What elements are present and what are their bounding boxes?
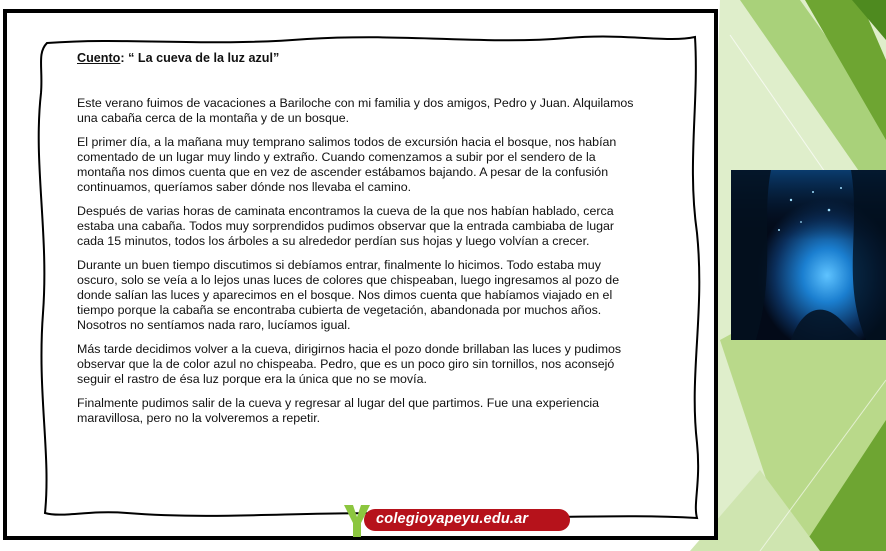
paragraph-4: Durante un buen tiempo discutimos si debíamos entrar, finalmente lo hicimos. Todo estaba muy oscuro, solo se veía a lo lejos unas luces de colores que chispeaban, luego ingresamos al pozo de donde salían las luces y aparecimos en el bosque. Nos dimos cuenta que habíamos viajado en el tiempo porque la cabaña se encontraba cubierta de vegetación, abandonada por muchos años. Nosotros no sentíamos nada raro, lucíamos igual. [77,258,620,332]
paragraph-3: Después de varias horas de caminata encontramos la cueva de la que nos habían hablado, cerca estaba una cabaña. Todos muy sorprendidos pudimos observar que la entrada cambiaba de lugar cada 15 minutos, todos los árboles a su alrededor perdían sus hojas y luego volvían a crecer. [77,204,615,248]
paragraph-1: Este verano fuimos de vacaciones a Bariloche con mi familia y dos amigos, Pedro y Juan. Alquilamos una cabaña cerca de la montaña y de un bosque. [77,96,634,125]
story-title [77,51,642,66]
story-text [77,51,642,435]
cave-photo [731,170,886,340]
logo-text: colegioyapeyu.edu.ar [376,511,529,527]
y-logo-icon [342,503,372,539]
paragraph-5: Más tarde decidimos volver a la cueva, dirigirnos hacia el pozo donde brillaban las luces y pudimos observar que la de color azul no chispeaba. Pedro, que es un poco giro sin tornillos, nos aconsejó seguir el rastro de ésa luz porque era la única que no se movía. [77,342,622,386]
title-text: “ La cueva de la luz azul” [128,51,280,65]
paragraph-2: El primer día, a la mañana muy temprano salimos todos de excursión hacia el bosque, nos habían comentado de un lugar muy lindo y extraño. Cuando comenzamos a subir por el sendero de la montaña nos dimos cuenta que en vez de ascender estábamos bajando. A pesar de la confusión continuamos, queríamos saber dónde nos llevaba el camino. [77,135,617,194]
document-frame [3,9,718,540]
paragraph-6: Finalmente pudimos salir de la cueva y regresar al lugar del que partimos. Fue una experiencia maravillosa, pero no la volveremos a repetir. [77,396,600,425]
title-label: Cuento [77,51,121,65]
title-separator: : [120,51,129,65]
colegio-logo [342,503,572,539]
